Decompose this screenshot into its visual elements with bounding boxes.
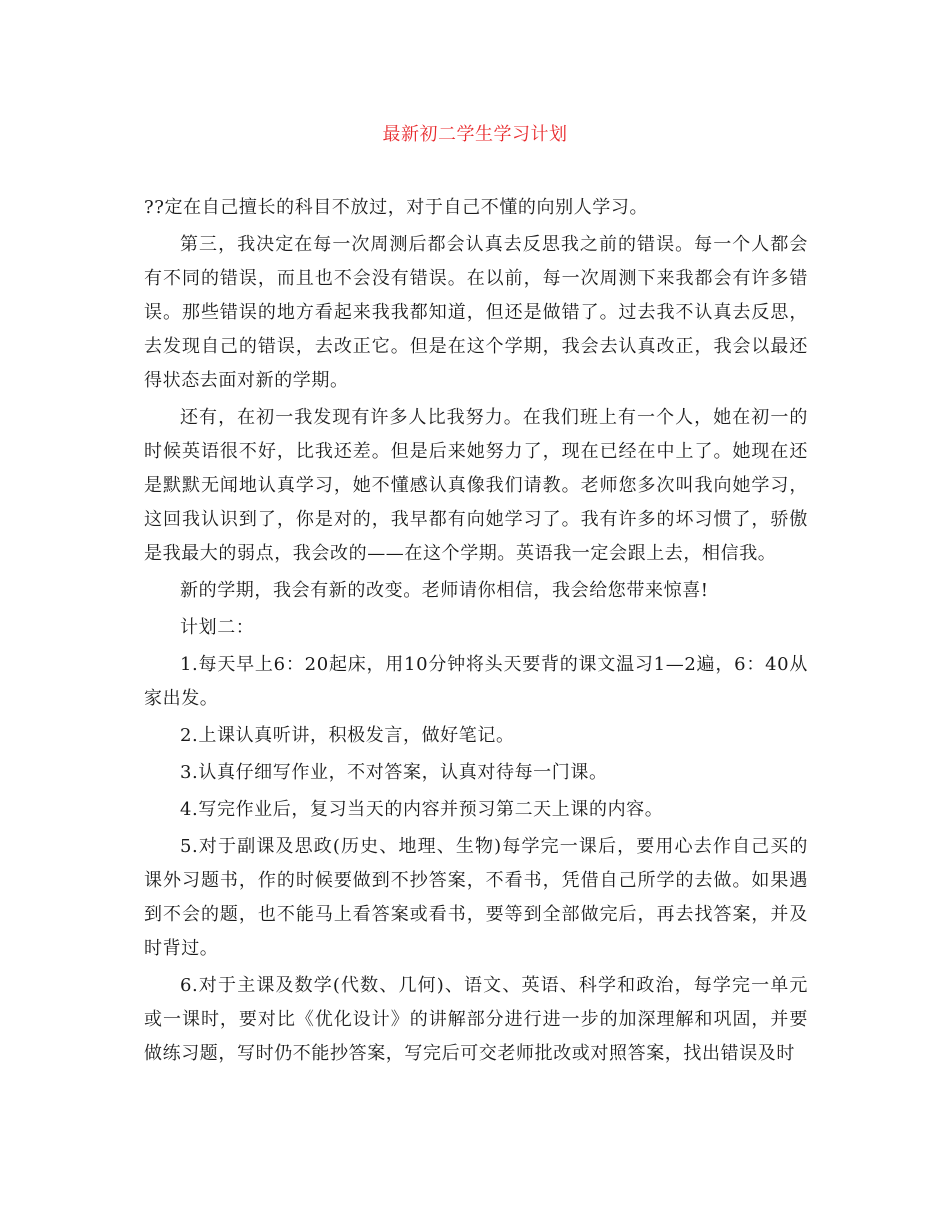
document-title: 最新初二学生学习计划 — [382, 124, 568, 145]
paragraph-continuation: ??定在自己擅长的科目不放过，对于自己不懂的向别人学习。 — [144, 197, 649, 218]
plan-item-6: 6.对于主课及数学(代数、几何)、语文、英语、科学和政治，每学完一单元或一课时，要对比《优化设计》的讲解部分进行进一步的加深理解和巩固，并要做练习题，写时仍不能抄答案，写完后可交老师批改或对照答案，找出错误及时 — [144, 975, 808, 1064]
paragraph-also: 还有，在初一我发现有许多人比我努力。在我们班上有一个人，她在初一的时候英语很不好，比我还差。但是后来她努力了，现在已经在中上了。她现在还是默默无闻地认真学习，她不懂感认真像我们请教。老师您多次叫我向她学习，这回我认识到了，你是对的，我早都有向她学习了。我有许多的坏习惯了，骄傲是我最大的弱点，我会改的——在这个学期。英语我一定会跟上去，相信我。 — [144, 407, 808, 564]
plan-item-3: 3.认真仔细写作业，不对答案，认真对待每一门课。 — [180, 762, 608, 783]
plan-item-4: 4.写完作业后，复习当天的内容并预习第二天上课的内容。 — [180, 799, 664, 820]
paragraph-third-point: 第三，我决定在每一次周测后都会认真去反思我之前的错误。每一个人都会有不同的错误，而且也不会没有错误。在以前，每一次周测下来我都会有许多错误。那些错误的地方看起来我我都知道，但还是做错了。过去我不认真去反思，去发现自己的错误，去改正它。但是在这个学期，我会去认真改正，我会以最还得状态去面对新的学期。 — [144, 234, 808, 391]
plan-item-5: 5.对于副课及思政(历史、地理、生物)每学完一课后，要用心去作自己买的课外习题书，作的时候要做到不抄答案，不看书，凭借自己所学的去做。如果遇到不会的题，也不能马上看答案或看书，要等到全部做完后，再去找答案，并及时背过。 — [144, 836, 808, 959]
paragraph-new-semester: 新的学期，我会有新的改变。老师请你相信，我会给您带来惊喜! — [180, 580, 709, 601]
plan-item-1: 1.每天早上6：20起床，用10分钟将头天要背的课文温习1—2遍，6：40从家出发。 — [144, 654, 808, 709]
document-body — [144, 191, 808, 1074]
plan-two-heading: 计划二： — [180, 617, 255, 638]
plan-item-2: 2.上课认真听讲，积极发言，做好笔记。 — [180, 725, 515, 746]
